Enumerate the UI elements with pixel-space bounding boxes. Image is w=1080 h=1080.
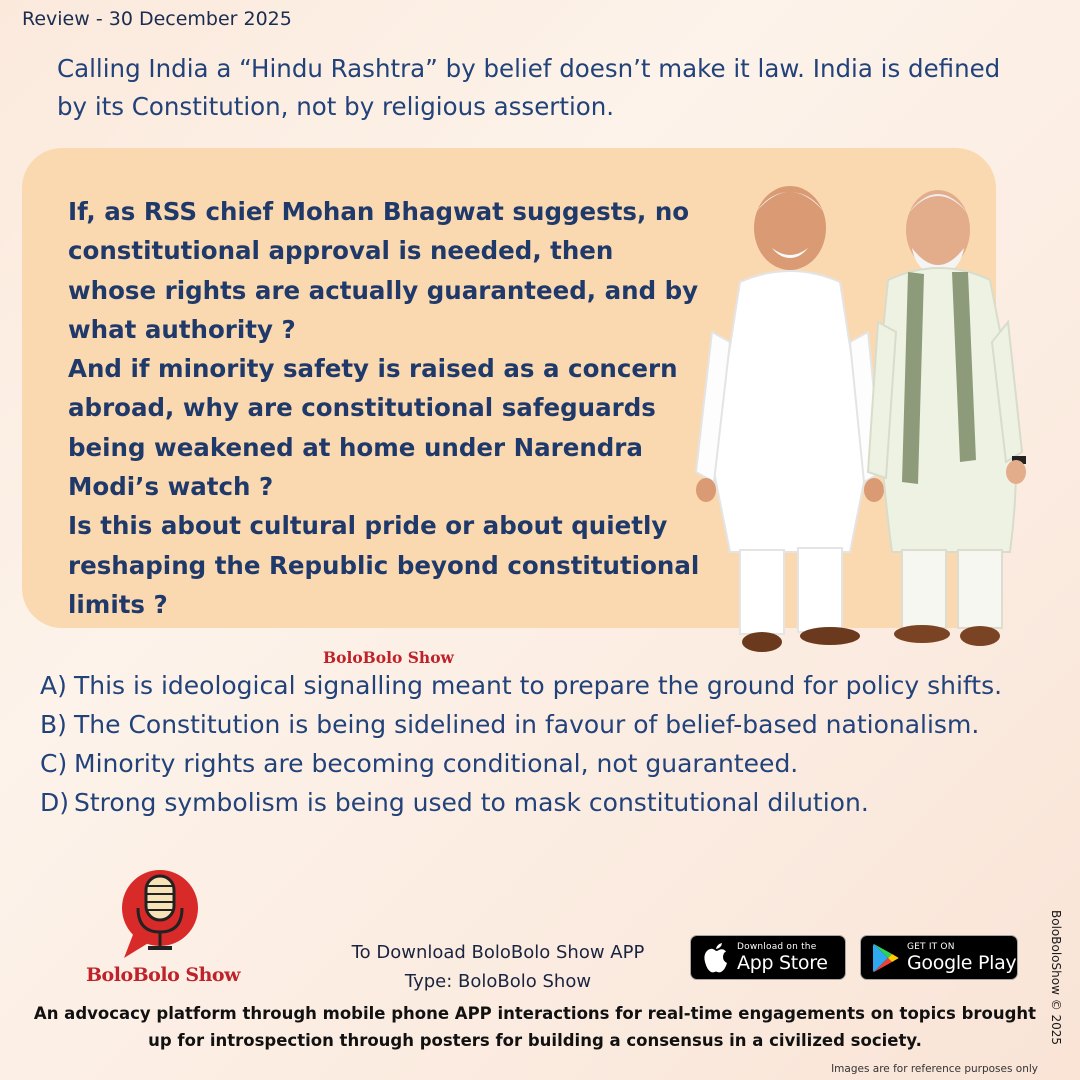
question-paragraph: If, as RSS chief Mohan Bhagwat suggests, no constitutional approval is needed, then whose rights are actually guaranteed, and by what authority ? [68, 197, 699, 344]
question-paragraph: Is this about cultural pride or about quietly reshaping the Republic beyond constitutional limits ? [68, 511, 700, 619]
footer-description: An advocacy platform through mobile phone APP interactions for real-time engagements on topics brought up for introspection through posters for building a consensus in a civilized society. [33, 1004, 1037, 1050]
google-play-caption: GET IT ON [907, 941, 955, 952]
google-play-label: Google Play [907, 951, 1017, 974]
intro-statement: Calling India a “Hindu Rashtra” by belief doesn’t make it law. India is defined by its Constitution, not by religious assertion. [57, 54, 1001, 121]
option-letter: A) [40, 671, 67, 700]
option-c [40, 744, 1070, 783]
question-text [68, 192, 708, 624]
option-text: This is ideological signalling meant to prepare the ground for policy shifts. [74, 671, 1003, 700]
answer-options [40, 666, 1070, 822]
copyright-notice [1046, 910, 1068, 1060]
option-letter: C) [40, 749, 68, 778]
watermark-brand: BoloBolo Show [323, 648, 454, 667]
right-person [868, 190, 1026, 646]
download-line: Type: BoloBolo Show [404, 971, 592, 992]
google-play-button[interactable] [860, 935, 1018, 980]
option-b [40, 705, 1070, 744]
brand-logo-text: BoloBolo Show [86, 964, 240, 986]
option-text: Strong symbolism is being used to mask constitutional dilution. [74, 788, 869, 817]
option-letter: D) [40, 788, 70, 817]
app-store-label: App Store [737, 951, 828, 974]
microphone-icon [120, 868, 200, 960]
option-text: The Constitution is being sidelined in favour of belief-based nationalism. [74, 710, 980, 739]
review-date: Review - 30 December 2025 [22, 8, 292, 30]
google-play-icon [867, 939, 905, 977]
app-store-button[interactable] [690, 935, 846, 980]
app-store-caption: Download on the [737, 941, 817, 952]
image-disclaimer: Images are for reference purposes only [831, 1063, 1038, 1075]
left-person [696, 186, 884, 652]
leaders-photo [690, 172, 1060, 662]
option-d [40, 783, 1070, 822]
copyright-text: BoloBoloShow © 2025 [1049, 910, 1063, 1046]
download-instructions [320, 938, 676, 996]
question-paragraph: And if minority safety is raised as a concern abroad, why are constitutional safeguards being weakened at home under Narendra Modi’s watch ? [68, 354, 678, 502]
apple-icon [697, 939, 735, 977]
option-letter: B) [40, 710, 67, 739]
option-text: Minority rights are becoming conditional, not guaranteed. [74, 749, 799, 778]
download-line: To Download BoloBolo Show APP [351, 942, 645, 963]
option-a [40, 666, 1070, 705]
